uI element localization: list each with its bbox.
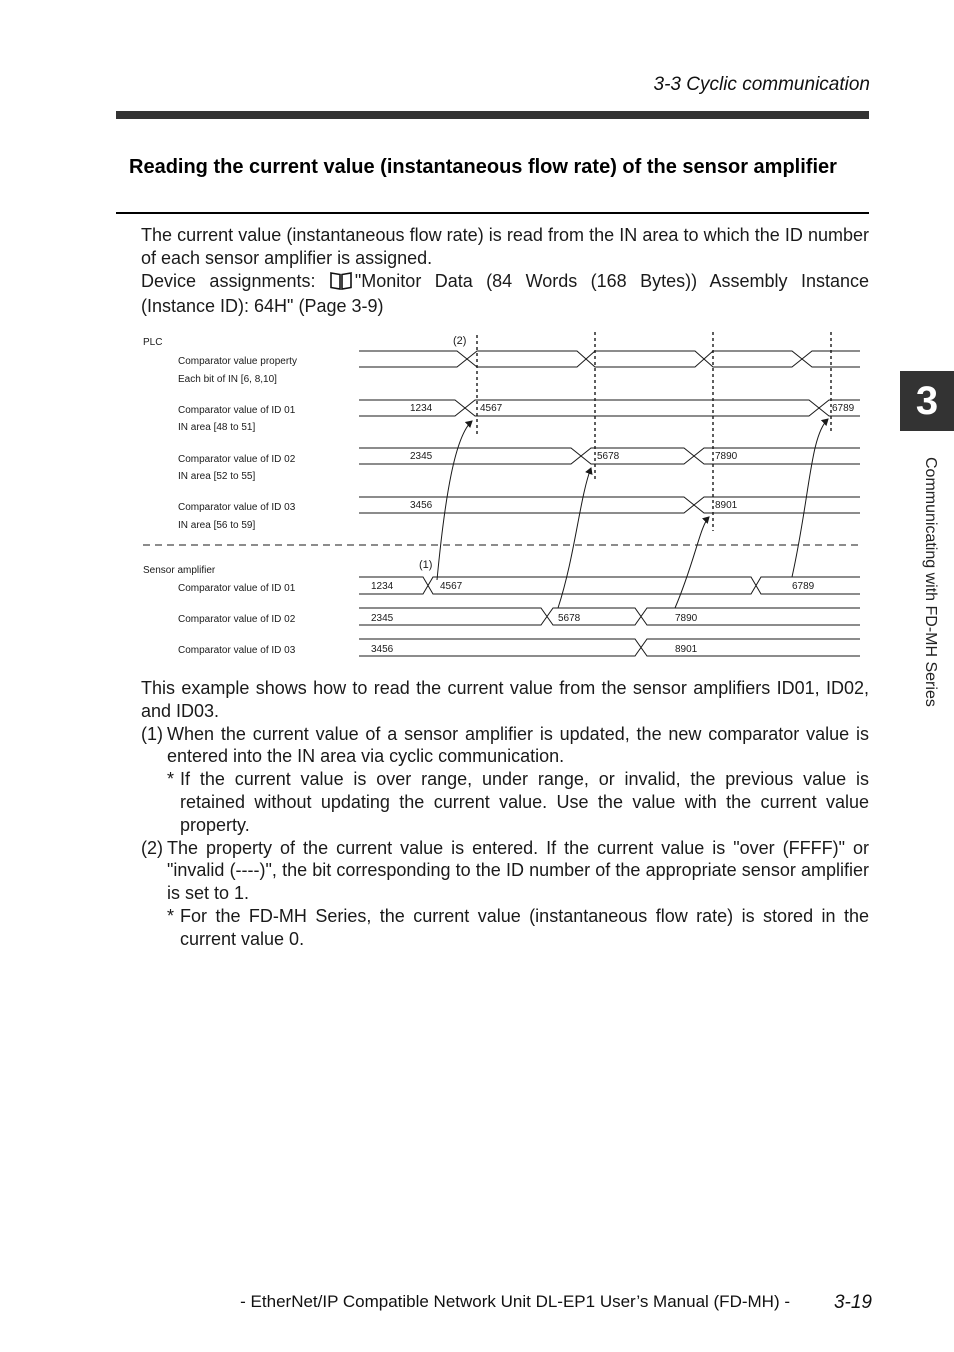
plc-waveforms [359, 351, 860, 513]
plc-id01-value: 4567 [480, 403, 503, 414]
intro-paragraph [141, 224, 869, 318]
sensor-id02-value: 2345 [371, 613, 394, 624]
property-waveform-high [359, 351, 860, 367]
note-1-asterisk: * [167, 769, 175, 790]
plc-id03-bus-top [359, 497, 860, 513]
sensor-values [371, 581, 815, 655]
sensor-id01-label: Comparator value of ID 01 [178, 583, 296, 594]
plc-id01-value: 6789 [832, 403, 855, 414]
item-2-text: The property of the current value is entered. If the current value is "over (FFFF)" or "invalid (----)", the bit corresponding to the ID number of the appropriate sensor amplifier is set to 1. [167, 837, 869, 904]
plc-labels [143, 337, 297, 531]
item-2 [141, 837, 869, 905]
book-icon [330, 271, 352, 296]
sample-markers [477, 332, 831, 531]
sensor-id02-value: 7890 [675, 613, 698, 624]
sensor-id01-bus-bottom [359, 577, 860, 594]
note-2-asterisk: * [167, 905, 175, 926]
example-paragraph: This example shows how to read the current value from the sensor amplifiers ID01, ID02, and ID03. [141, 678, 869, 721]
plc-id03-value: 3456 [410, 500, 433, 511]
plc-id03-sublabel: IN area [56 to 59] [178, 520, 256, 531]
arrow-id02-update [558, 468, 591, 608]
plc-label: PLC [143, 337, 163, 348]
sensor-id02-value: 5678 [558, 613, 581, 624]
sensor-id03-value: 8901 [675, 644, 698, 655]
arrow-id01-second-update [792, 419, 828, 577]
item-1 [141, 723, 869, 769]
page-heading: Reading the current value (instantaneous flow rate) of the sensor amplifier [129, 156, 837, 178]
chapter-side-label: Communicating with FD-MH Series [922, 457, 939, 707]
note-1 [141, 768, 869, 836]
plc-id01-sublabel: IN area [48 to 51] [178, 422, 256, 433]
chapter-tab: 3 [900, 371, 954, 431]
section-header: 3-3 Cyclic communication [653, 74, 870, 95]
page-reference: "Monitor Data (84 Words (168 Bytes)) Assembly Instance (Instance ID): 64H" (Page 3-9) [141, 270, 869, 317]
footer-manual-title: - EtherNet/IP Compatible Network Unit DL-EP1 User’s Manual (FD-MH) - [240, 1292, 790, 1311]
sensor-id02-bus-top [359, 608, 860, 625]
plc-id02-value: 7890 [715, 451, 738, 462]
marker-1-label: (1) [419, 559, 433, 571]
timing-diagram [135, 326, 870, 666]
sensor-labels [143, 565, 296, 656]
plc-id02-value: 5678 [597, 451, 620, 462]
page-number: 3-19 [833, 1292, 872, 1313]
item-1-text: When the current value of a sensor amplifier is updated, the new comparator value is entered into the IN area via cyclic communication. [167, 723, 869, 767]
sensor-id02-bus-bottom [359, 608, 860, 625]
sensor-waveforms [359, 577, 860, 656]
device-assignments-label: Device assignments: [141, 270, 316, 291]
sensor-id03-label: Comparator value of ID 03 [178, 645, 296, 656]
plc-id02-sublabel: IN area [52 to 55] [178, 471, 256, 482]
plc-id01-bus-bottom [359, 400, 860, 416]
sensor-id03-value: 3456 [371, 644, 394, 655]
marker-2-label: (2) [453, 335, 467, 347]
note-2 [141, 905, 869, 951]
item-1-number: (1) [141, 723, 163, 744]
sensor-id01-bus-top [359, 577, 860, 594]
intro-line-2 [141, 270, 869, 319]
sensor-amplifier-label: Sensor amplifier [143, 565, 216, 576]
plc-id02-label: Comparator value of ID 02 [178, 454, 296, 465]
sensor-id03-bus-top [359, 639, 860, 656]
sensor-id01-value: 4567 [440, 581, 463, 592]
heading-rule [116, 212, 869, 214]
plc-id01-value: 1234 [410, 403, 433, 414]
sensor-id01-value: 6789 [792, 581, 815, 592]
plc-id03-label: Comparator value of ID 03 [178, 502, 296, 513]
property-row-label: Comparator value property [178, 356, 297, 367]
property-waveform-low [359, 351, 860, 367]
plc-id01-label: Comparator value of ID 01 [178, 405, 296, 416]
plc-id03-bus-bottom [359, 497, 860, 513]
top-rule [116, 111, 869, 119]
sensor-id02-label: Comparator value of ID 02 [178, 614, 296, 625]
property-row-sublabel: Each bit of IN [6, 8,10] [178, 374, 277, 385]
plc-id02-value: 2345 [410, 451, 433, 462]
intro-line-1: The current value (instantaneous flow rate) is read from the IN area to which the ID number of each sensor amplifier is assigned. [141, 225, 869, 268]
arrow-id01-update [437, 421, 472, 580]
explanation-text [141, 677, 869, 951]
item-2-number: (2) [141, 837, 163, 858]
sensor-id01-value: 1234 [371, 581, 394, 592]
sensor-id03-bus-bottom [359, 639, 860, 656]
note-1-text: If the current value is over range, under range, or invalid, the previous value is retained without updating the current value. Use the value with the current value property. [180, 769, 869, 835]
plc-id01-bus-top [359, 400, 860, 416]
plc-id03-value: 8901 [715, 500, 738, 511]
note-2-text: For the FD-MH Series, the current value (instantaneous flow rate) is stored in the current value 0. [180, 905, 869, 949]
